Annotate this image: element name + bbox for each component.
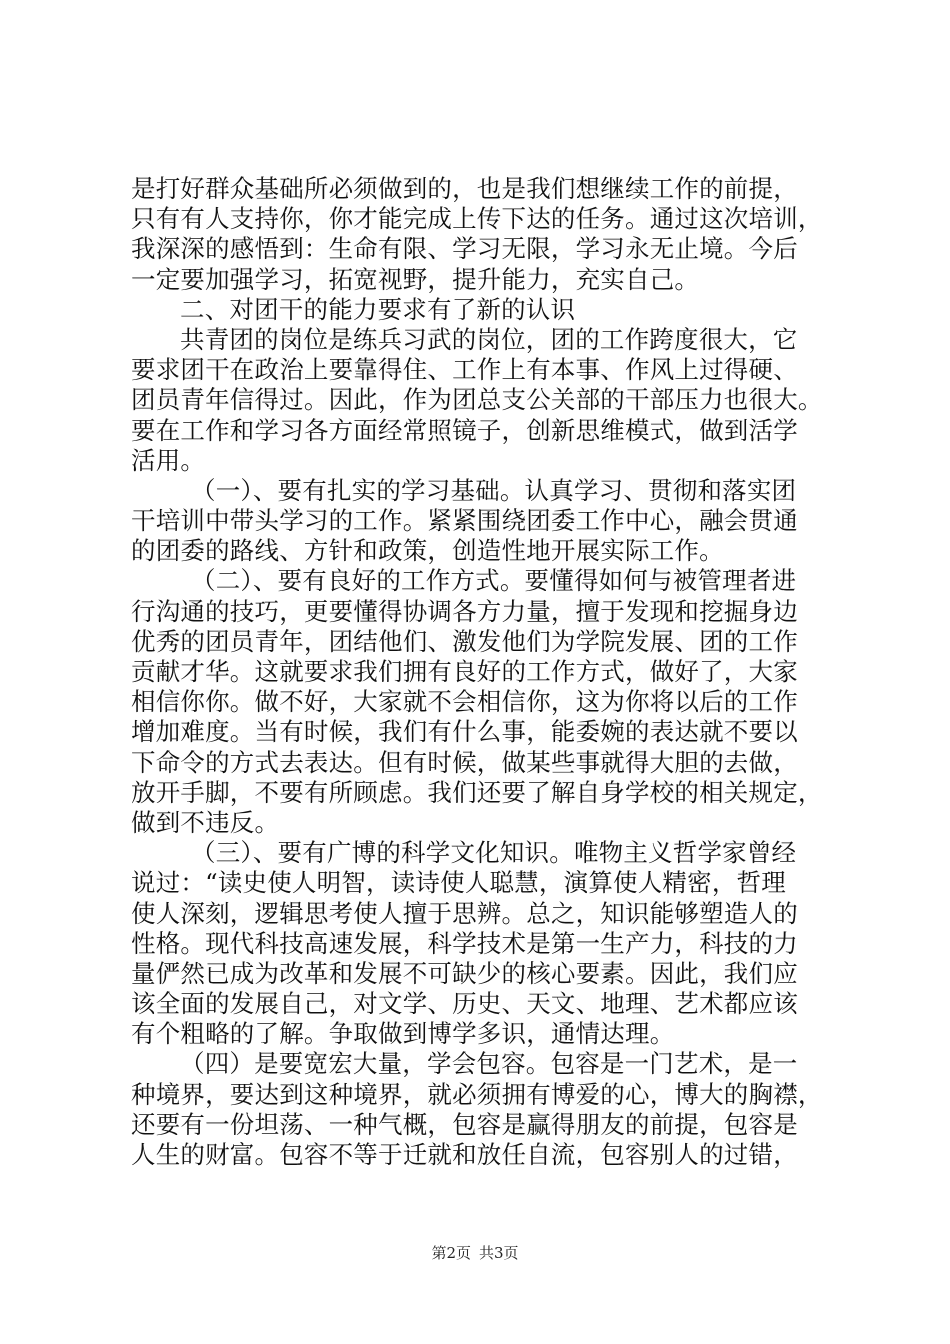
text-line: 只有有人支持你，你才能完成上传下达的任务。通过这次培训，	[131, 204, 823, 234]
page-footer	[0, 1243, 950, 1263]
text-line: 说过：“读史使人明智，读诗使人聪慧，演算使人精密，哲理	[131, 868, 786, 898]
text-line: 活用。	[131, 445, 206, 475]
section-heading: 二、对团干的能力要求有了新的认识	[180, 294, 576, 324]
text-line: 贡献才华。这就要求我们拥有良好的工作方式，做好了，大家	[131, 657, 798, 686]
paragraph-first-line: （一）、要有扎实的学习基础。认真学习、贯彻和落实团	[191, 475, 797, 505]
paragraph-first-line: 共青团的岗位是练兵习武的岗位，团的工作跨度很大，它	[180, 324, 798, 354]
text-line: 是打好群众基础所必须做到的，也是我们想继续工作的前提，	[131, 174, 798, 203]
text-line: 行沟通的技巧，更要懂得协调各方力量，擅于发现和挖掘身边	[131, 596, 798, 626]
text-line: 有个粗略的了解。争取做到博学多识，通情达理。	[131, 1019, 675, 1049]
text-line: 我深深的感悟到：生命有限、学习无限，学习永无止境。今后	[131, 234, 798, 264]
text-line: 相信你你。做不好，大家就不会相信你，这为你将以后的工作	[131, 687, 798, 717]
text-line: 要在工作和学习各方面经常照镜子，创新思维模式，做到活学	[131, 415, 798, 445]
paragraph-first-line: （二）、要有良好的工作方式。要懂得如何与被管理者进	[191, 566, 797, 596]
page-number: 第2页	[431, 1244, 471, 1262]
paragraph-first-line: （三）、要有广博的科学文化知识。唯物主义哲学家曾经	[191, 838, 797, 868]
text-line: 还要有一份坦荡、一种气概，包容是赢得朋友的前提，包容是	[131, 1109, 798, 1139]
document-body	[131, 174, 831, 1170]
text-line: 种境界，要达到这种境界，就必须拥有博爱的心，博大的胸襟，	[131, 1079, 823, 1109]
text-line: 该全面的发展自己，对文学、历史、天文、地理、艺术都应该	[131, 989, 798, 1019]
text-line: 一定要加强学习，拓宽视野，提升能力，充实自己。	[131, 264, 700, 294]
text-line: 干培训中带头学习的工作。紧紧围绕团委工作中心，融会贯通	[131, 506, 798, 536]
text-line: 团员青年信得过。因此，作为团总支公关部的干部压力也很大。	[131, 385, 823, 415]
text-line: 优秀的团员青年，团结他们、激发他们为学院发展、团的工作	[131, 626, 798, 656]
text-line: 的团委的路线、方针和政策，创造性地开展实际工作。	[131, 536, 724, 566]
text-line: 量俨然已成为改革和发展不可缺少的核心要素。因此，我们应	[131, 958, 798, 988]
page-total: 共3页	[479, 1244, 519, 1262]
text-line: 增加难度。当有时候，我们有什么事，能委婉的表达就不要以	[131, 717, 798, 747]
text-line: 人生的财富。包容不等于迁就和放任自流，包容别人的过错，	[131, 1140, 798, 1169]
text-line: 下命令的方式去表达。但有时候，做某些事就得大胆的去做，	[131, 747, 798, 777]
text-line: 使人深刻，逻辑思考使人擅于思辨。总之，知识能够塑造人的	[131, 898, 798, 928]
paragraph-first-line: （四）是要宽宏大量，学会包容。包容是一门艺术，是一	[180, 1049, 798, 1079]
text-line: 性格。现代科技高速发展，科学技术是第一生产力，科技的力	[131, 928, 798, 958]
text-line: 放开手脚，不要有所顾虑。我们还要了解自身学校的相关规定，	[131, 777, 823, 807]
text-line: 要求团干在政治上要靠得住、工作上有本事、作风上过得硬、	[131, 355, 798, 385]
text-line: 做到不违反。	[131, 807, 280, 837]
